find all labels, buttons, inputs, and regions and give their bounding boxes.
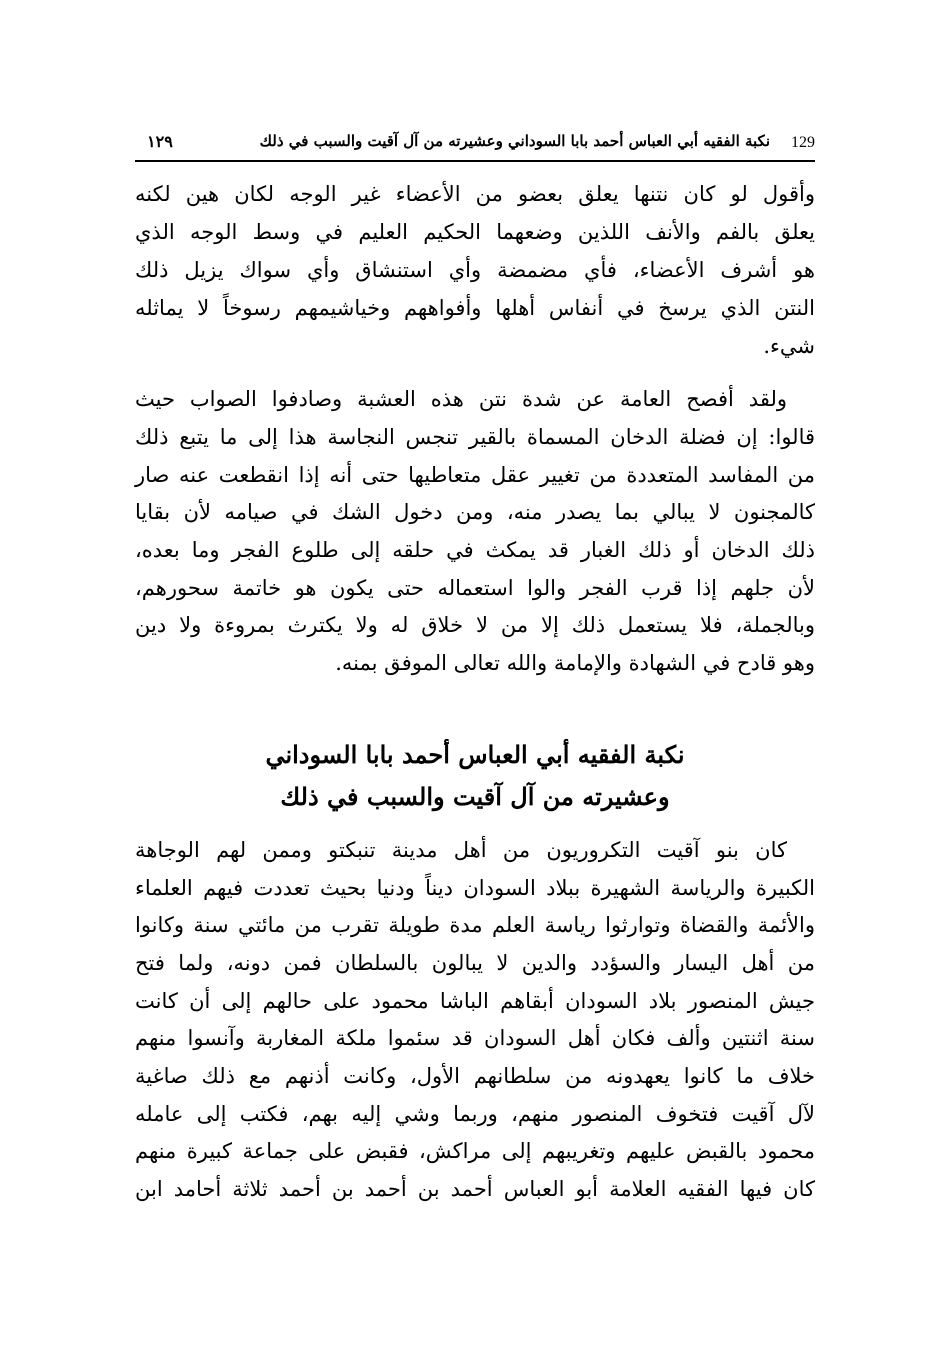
text-line: كان فيها الفقيه العلامة أبو العباس أحمد بن أحمد بن أحمد ثلاثة أحامد ابن xyxy=(135,1177,815,1201)
text-line: يعلق بالفم والأنف اللذين وضعهما الحكيم العليم في وسط الوجه الذي xyxy=(135,220,815,244)
text-line: لآل آقيت فتخوف المنصور منهم، وربما وشي إليه بهم، فكتب إلى عامله xyxy=(135,1102,815,1126)
running-title: نكبة الفقيه أبي العباس أحمد بابا السوداني وعشيرته من آل آقيت والسبب في ذلك xyxy=(259,132,770,150)
text-line: شيء. xyxy=(763,334,815,358)
running-header xyxy=(135,130,815,162)
text-line: وبالجملة، فلا يستعمل ذلك إلا من لا خلاق له ولا يكترث بمروءة ولا دين xyxy=(135,613,815,637)
text-line: محمود بالقبض عليهم وتغريبهم إلى مراكش، فقبض على جماعة كبيرة منهم xyxy=(135,1139,815,1163)
text-line: وهو قادح في الشهادة والإمامة والله تعالى الموفق بمنه. xyxy=(335,651,815,675)
text-line: من أهل اليسار والسؤدد والدين لا يبالون بالسلطان فمن دونه، ولما فتح xyxy=(135,951,815,975)
text-line: سنة اثنتين وألف فكان أهل السودان قد سئموا ملكة المغاربة وآنسوا منهم xyxy=(135,1026,815,1050)
text-line: لأن جلهم إذا قرب الفجر والوا استعماله حتى يكون هو خاتمة سحورهم، xyxy=(135,576,815,600)
text-line: هو أشرف الأعضاء، فأي مضمضة وأي استنشاق وأي سواك يزيل ذلك xyxy=(135,258,815,282)
text-line: والأئمة والقضاة وتوارثوا رياسة العلم مدة طويلة تقرب من مائتي سنة وكانوا xyxy=(135,913,815,937)
heading-line: وعشيرته من آل آقيت والسبب في ذلك xyxy=(280,782,670,811)
text-line: جيش المنصور بلاد السودان أبقاهم الباشا محمود على حالهم إلى أن كانت xyxy=(135,989,815,1013)
text-line: ذلك الدخان أو ذلك الغبار قد يمكث في حلقه إلى طلوع الفجر وما بعده، xyxy=(135,538,815,562)
text-line: خلاف ما كانوا يعهدونه من سلطانهم الأول، وكانت أذنهم مع ذلك صاغية xyxy=(135,1064,815,1088)
heading-line: نكبة الفقيه أبي العباس أحمد بابا السوداني xyxy=(265,740,685,769)
page-number-arabic: ١٢٩ xyxy=(147,132,173,151)
text-line: ولقد أفصح العامة عن شدة نتن هذه العشبة وصادفوا الصواب حيث xyxy=(135,387,787,411)
text-line: كان بنو آقيت التكروريون من أهل مدينة تنبكتو وممن لهم الوجاهة xyxy=(135,838,787,862)
text-line: كالمجنون لا يبالي بما يصدر منه، ومن دخول الشك في صيامه لأن بقايا xyxy=(135,500,815,524)
text-line: النتن الذي يرسخ في أنفاس أهلها وأفواههم وخياشيمهم رسوخاً لا يماثله xyxy=(135,296,815,320)
page-number: 129 xyxy=(791,134,815,151)
text-line: وأقول لو كان نتنها يعلق بعضو من الأعضاء غير الوجه لكان هين لكنه xyxy=(135,182,815,206)
text-line: الكبيرة والرياسة الشهيرة ببلاد السودان ديناً ودنيا بحيث تعددت فيهم العلماء xyxy=(135,876,815,900)
text-line: قالوا: إن فضلة الدخان المسماة بالقير تنجس النجاسة هذا إلى ما يتبع ذلك xyxy=(135,425,815,449)
text-line: من المفاسد المتعددة من تغيير عقل متعاطيها حتى أنه إذا انقطعت عنه صار xyxy=(135,463,815,487)
